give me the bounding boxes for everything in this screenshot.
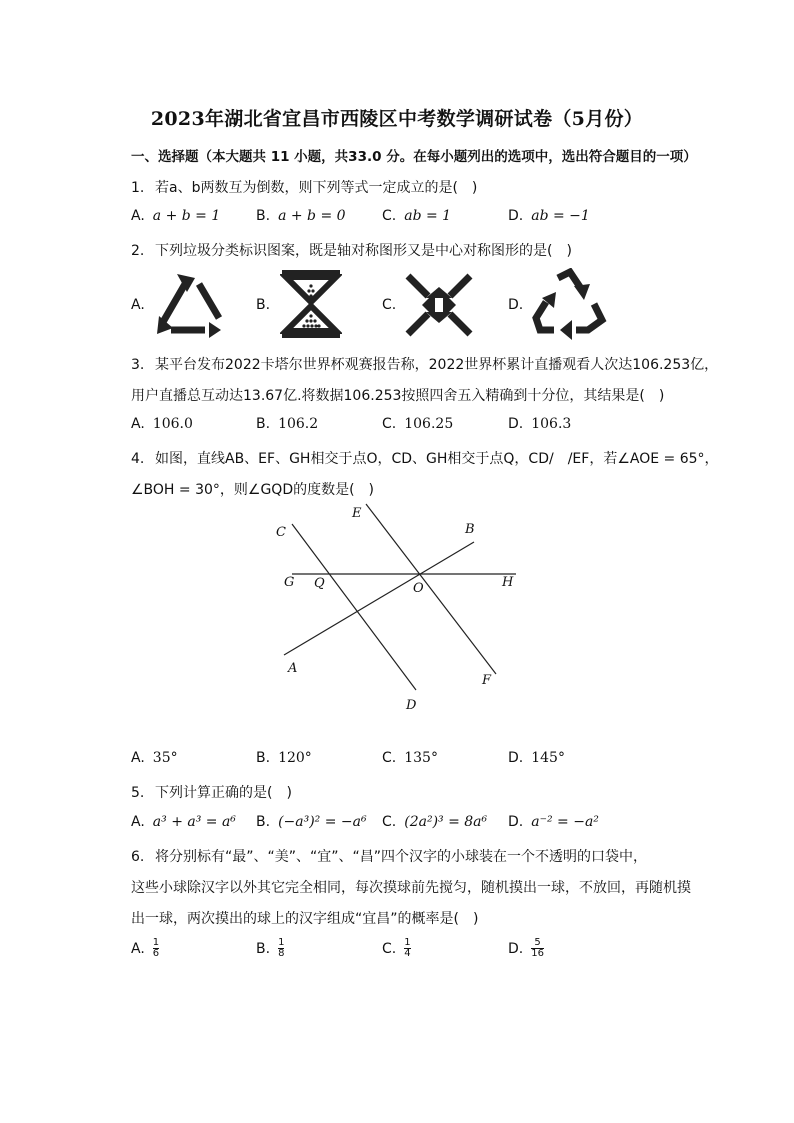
- question-3-line-2: [131, 385, 664, 405]
- fraction: [404, 938, 410, 959]
- option-label: B.: [256, 940, 271, 957]
- option-label: B.: [256, 208, 271, 224]
- option-label: A.: [131, 940, 145, 957]
- question-6-line-3: [131, 908, 478, 928]
- question-text: 用户直播总互动达13.67亿.将数据106.253按照四舍五入精确到十分位，其结果是( ): [131, 388, 665, 404]
- option-value: ab = 1: [404, 208, 452, 224]
- question-text: ∠BOH = 30°，则∠GQD的度数是( ): [131, 482, 375, 498]
- q2-option-b[interactable]: [256, 297, 278, 313]
- denominator: 4: [404, 948, 411, 959]
- option-label: B.: [256, 416, 271, 432]
- q3-option-d[interactable]: [508, 416, 571, 432]
- q6-option-b[interactable]: [256, 938, 284, 959]
- question-text: 将分别标有“最”、“美”、“宜”、“昌”四个汉字的小球装在一个不透明的口袋中，: [155, 849, 648, 865]
- q1-option-c[interactable]: [382, 208, 451, 224]
- q2-option-a[interactable]: [131, 297, 153, 313]
- question-1: [131, 177, 477, 197]
- line-cd: [292, 524, 416, 690]
- section-heading: 一、选择题（本大题共 11 小题，共33.0 分。在每小题列出的选项中，选出符合题目的一项）: [131, 149, 697, 165]
- option-label: B.: [256, 814, 271, 830]
- option-value: (−a³)² = −a⁶: [278, 814, 367, 830]
- q6-option-a[interactable]: [131, 938, 159, 959]
- denominator: 6: [152, 948, 160, 959]
- question-4-line-2: [131, 479, 374, 499]
- option-value: 106.0: [152, 416, 193, 432]
- question-text: 下列垃圾分类标识图案，既是轴对称图形又是中心对称图形的是( ): [155, 243, 572, 259]
- numerator: 1: [152, 937, 160, 948]
- option-label: C.: [382, 750, 397, 766]
- label-q: Q: [314, 576, 325, 591]
- label-h: H: [502, 575, 514, 590]
- option-label: C.: [382, 297, 397, 313]
- option-value: ab = −1: [531, 208, 590, 224]
- option-value: 106.25: [404, 416, 454, 432]
- label-e: E: [352, 506, 362, 521]
- option-label: A.: [131, 416, 145, 432]
- question-number: 2.: [131, 243, 145, 259]
- q5-option-a[interactable]: [131, 814, 236, 830]
- fraction: [278, 938, 284, 959]
- question-6-line-2: [131, 877, 691, 897]
- option-label: A.: [131, 750, 145, 766]
- option-label: D.: [508, 940, 524, 957]
- q1-option-d[interactable]: [508, 208, 590, 224]
- q5-option-d[interactable]: [508, 814, 599, 830]
- q5-option-b[interactable]: [256, 814, 367, 830]
- denominator: 8: [278, 948, 285, 959]
- q4-option-a[interactable]: [131, 750, 178, 766]
- q4-option-d[interactable]: [508, 750, 565, 766]
- q1-option-b[interactable]: [256, 208, 346, 224]
- q3-option-c[interactable]: [382, 416, 453, 432]
- option-label: B.: [256, 297, 271, 313]
- option-label: A.: [131, 297, 145, 313]
- label-d: D: [406, 698, 417, 713]
- q3-option-b[interactable]: [256, 416, 318, 432]
- option-label: C.: [382, 416, 397, 432]
- inward-arrows-cross-icon: [404, 272, 474, 338]
- question-2: [131, 240, 572, 260]
- question-3-line-1: [131, 354, 718, 374]
- q3-option-a[interactable]: [131, 416, 193, 432]
- option-value: (2a²)³ = 8a⁶: [404, 814, 488, 830]
- option-value: a⁻² = −a²: [531, 814, 599, 830]
- numerator: 5: [534, 937, 541, 948]
- question-number: 1.: [131, 180, 145, 196]
- question-4-line-1: [131, 448, 719, 468]
- triangle-arrows-icon: [155, 272, 229, 338]
- q1-option-a[interactable]: [131, 208, 220, 224]
- question-text: 某平台发布2022卡塔尔世界杯观赛报告称，2022世界杯累计直播观看人次达106.253亿，: [155, 357, 719, 373]
- question-6-line-1: [131, 846, 647, 866]
- question-text: 若a、b两数互为倒数，则下列等式一定成立的是( ): [155, 180, 478, 196]
- q4-option-c[interactable]: [382, 750, 438, 766]
- option-value: 35°: [152, 750, 178, 766]
- question-number: 5.: [131, 785, 145, 801]
- option-label: A.: [131, 814, 145, 830]
- option-value: 145°: [531, 750, 565, 766]
- fraction: [153, 938, 159, 959]
- line-ab: [284, 542, 474, 655]
- numerator: 1: [404, 937, 411, 948]
- question-number: 6.: [131, 849, 145, 865]
- option-value: 135°: [404, 750, 438, 766]
- q2-option-c[interactable]: [382, 297, 404, 313]
- q2-option-d[interactable]: [508, 297, 531, 313]
- question-text: 出一球，两次摸出的球上的汉字组成“宜昌”的概率是( ): [131, 911, 479, 927]
- option-label: D.: [508, 416, 524, 432]
- label-a: A: [288, 661, 298, 676]
- fraction: [531, 938, 544, 959]
- option-label: B.: [256, 750, 271, 766]
- option-label: D.: [508, 208, 524, 224]
- label-o: O: [413, 581, 424, 596]
- question-text: 如图，直线AB、EF、GH相交于点O，CD、GH相交于点Q，CD/ /EF，若∠AOE = 65°，: [155, 451, 719, 467]
- denominator: 16: [531, 948, 544, 959]
- label-f: F: [482, 673, 492, 688]
- option-value: a + b = 0: [278, 208, 346, 224]
- option-value: 106.3: [531, 416, 572, 432]
- label-c: C: [276, 525, 286, 540]
- label-b: B: [465, 522, 475, 537]
- hourglass-icon: [280, 268, 342, 340]
- recycle-icon: [532, 268, 608, 340]
- option-label: D.: [508, 814, 524, 830]
- option-label: C.: [382, 814, 397, 830]
- question-number: 4.: [131, 451, 145, 467]
- option-value: a³ + a³ = a⁶: [152, 814, 236, 830]
- q5-option-c[interactable]: [382, 814, 487, 830]
- option-label: A.: [131, 208, 145, 224]
- option-label: C.: [382, 940, 397, 957]
- q4-option-b[interactable]: [256, 750, 312, 766]
- option-label: C.: [382, 208, 397, 224]
- question-text: 下列计算正确的是( ): [155, 785, 292, 801]
- option-value: 120°: [278, 750, 312, 766]
- q6-option-c[interactable]: [382, 938, 411, 959]
- option-value: a + b = 1: [152, 208, 221, 224]
- label-g: G: [284, 575, 295, 590]
- question-text: 这些小球除汉字以外其它完全相同，每次摸球前先搅匀，随机摸出一球，不放回，再随机摸: [131, 880, 691, 896]
- option-label: D.: [508, 750, 524, 766]
- question-number: 3.: [131, 357, 145, 373]
- option-label: D.: [508, 297, 524, 313]
- geometry-figure: [270, 500, 530, 720]
- numerator: 1: [278, 937, 285, 948]
- question-5: [131, 782, 292, 802]
- option-value: 106.2: [278, 416, 319, 432]
- q6-option-d[interactable]: [508, 938, 544, 959]
- page-title: 2023年湖北省宜昌市西陵区中考数学调研试卷（5月份）: [150, 108, 644, 130]
